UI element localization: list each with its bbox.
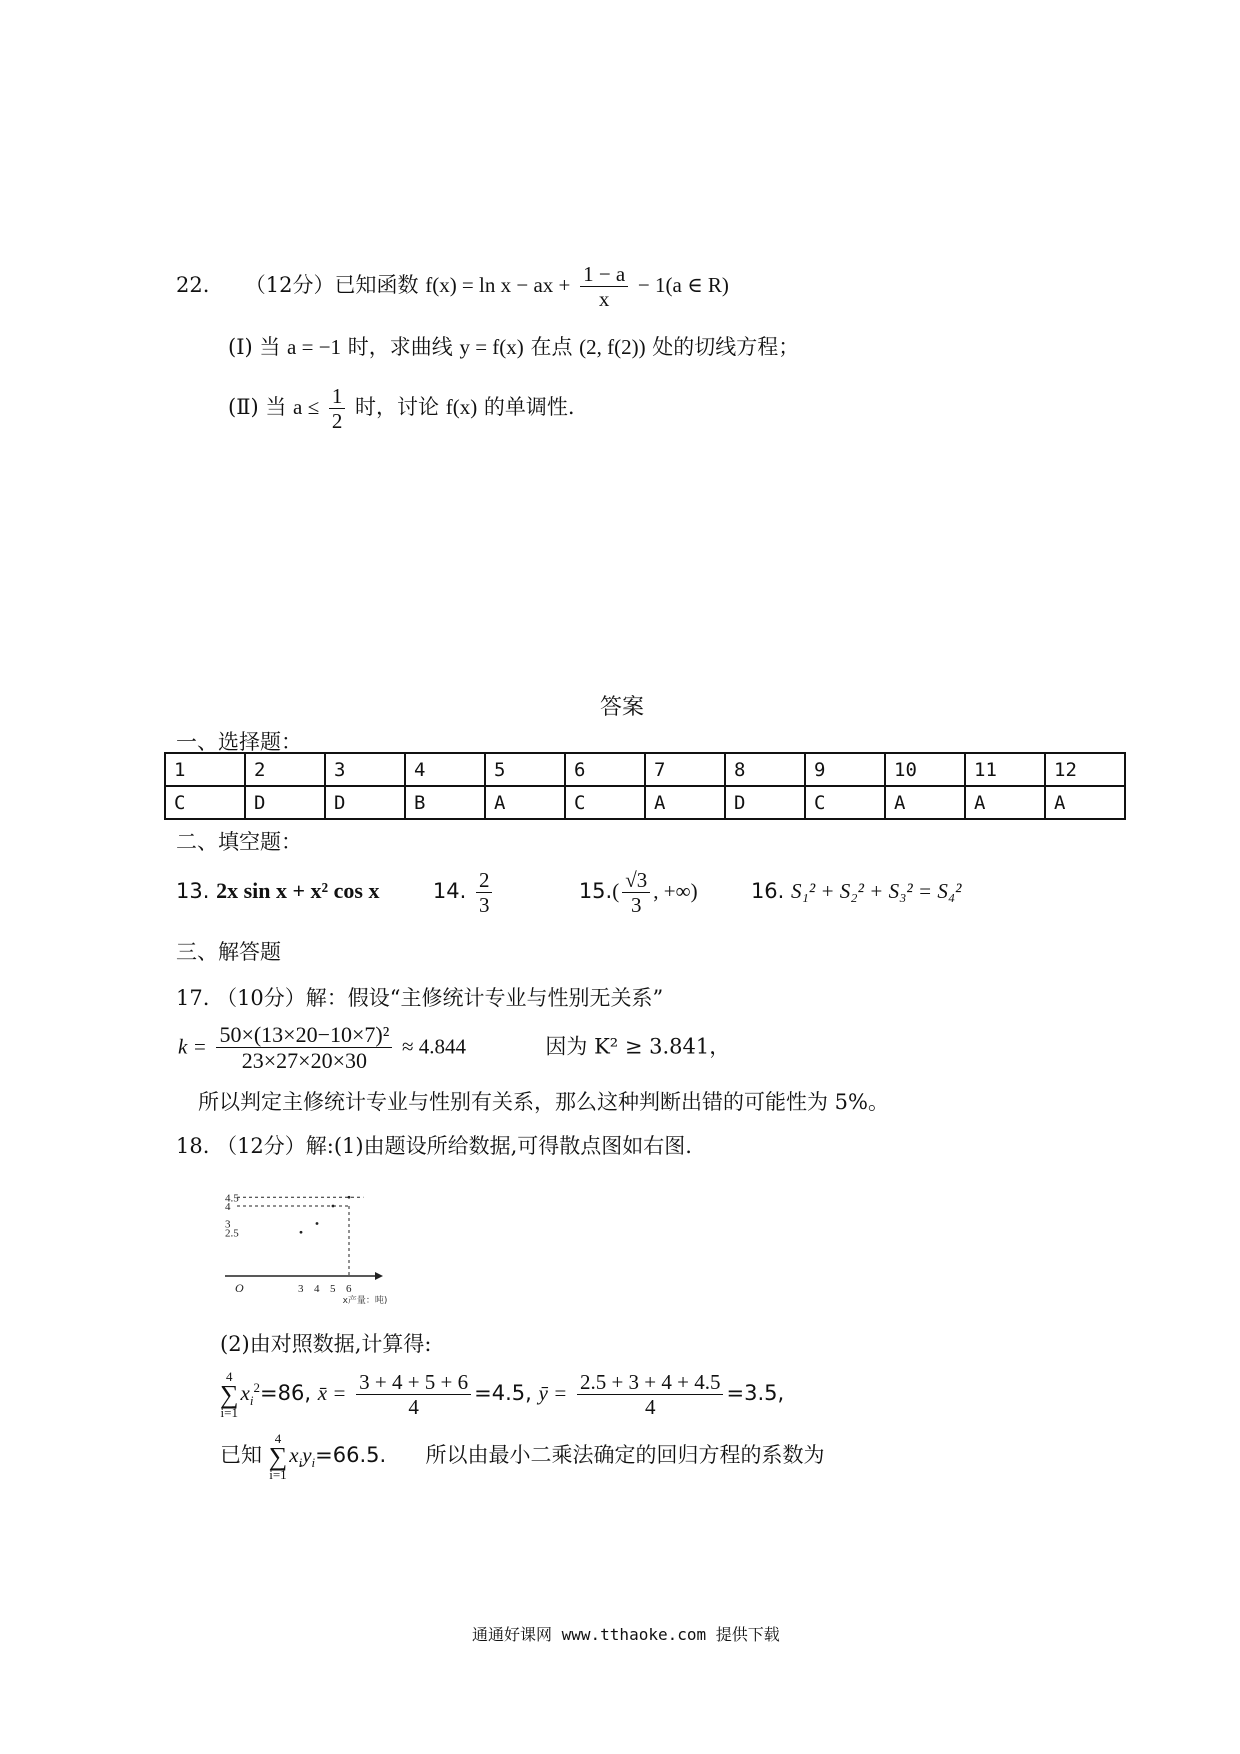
q22-part2-prefix: (Ⅱ) 当 [228,395,287,420]
q17-formula [178,1022,730,1074]
q18-sum-xy: =66.5. [315,1443,387,1468]
answer-title: 答案 [600,695,645,720]
q22-part2-fraction [329,384,346,433]
table-cell: A [1045,786,1125,819]
q18-head: 18. （12分）解:(1)由题设所给数据,可得散点图如右图. [176,1134,692,1158]
sum-symbol [220,1370,239,1419]
x-tick-label: 6 [346,1283,352,1295]
table-cell: 4 [405,753,485,786]
table-cell: 10 [885,753,965,786]
scatter-layer [225,1192,387,1304]
scatter-plot [225,1178,435,1304]
q18-xbar-num: 3 + 4 + 5 + 6 [356,1370,471,1395]
scatter-point [332,1205,335,1208]
a15-tail: , +∞) [653,879,698,904]
q22-part2-den: 2 [331,409,343,434]
table-cell: C [165,786,245,819]
q18-calc: 4 ∑ $i=1x_i^2=86$, x̄ = $\frac{3 + 4 + 5 + 6}{4}$ =4.5, ȳ = $\frac{2.5 + 3 + 4 + 4.5}{4}$ =3.5, [220,1369,785,1421]
table-cell: C [565,786,645,819]
table-cell: 7 [645,753,725,786]
sigma-icon: ∑ [220,1380,239,1409]
answer-table-row [165,786,1125,819]
q22-part1-text2: 在点 [530,335,573,359]
q18-ybar-den: 4 [644,1395,656,1420]
a15-num: √3 [622,868,650,893]
q22-line [176,262,729,311]
q22-points: （12分）已知函数 [244,273,419,298]
a16-expr: S₁² + S₂² + S₃² = S₄² [791,879,962,904]
table-cell: 1 [165,753,245,786]
table-cell: 8 [725,753,805,786]
q22-func-lhs: f(x) = ln x − ax + [425,273,571,298]
sum-lower: i=1 [220,1405,238,1421]
q17-fraction [216,1022,392,1074]
footer: 通通好课网 www.tthaoke.com 提供下载 [472,1625,780,1644]
q18-xbar: x̄ = [317,1381,347,1406]
q18-conclusion: 所以由最小二乘法确定的回归方程的系数为 [425,1443,825,1468]
sigma-icon: ∑ [268,1442,288,1471]
sum-lower: i=1 [269,1467,287,1483]
q17-approx: ≈ 4.844 [402,1034,467,1059]
x-axis-label: x产量：吨) [342,1296,388,1304]
q17-k: k = [178,1034,207,1059]
table-cell: 3 [325,753,405,786]
x-tick-label: 3 [298,1283,304,1295]
q22-part2-func: f(x) [445,395,478,420]
section2-label: 二、填空题： [176,830,302,854]
origin-label: O [235,1281,244,1295]
y-tick-label: 3 [225,1218,231,1231]
q18-ybar: ȳ = [538,1381,568,1406]
q17-num: 50×(13×20−10×7)² [216,1022,392,1048]
a15-fraction [622,868,650,917]
a14-number: 14. [432,879,467,904]
q22-part2 [228,384,575,433]
a16-number: 16. [750,879,785,904]
table-cell: 12 [1045,753,1125,786]
q22-part1-prefix: (Ⅰ) 当 [228,335,281,359]
q22-part2-text2: 的单调性. [483,395,575,420]
y-tick-label: 4 [225,1201,231,1213]
scatter-point [300,1231,303,1234]
q22-part1-cond: a = −1 [287,335,342,359]
section1-label: 一、选择题： [176,730,302,754]
table-cell: D [245,786,325,819]
q22-number: 22. [176,273,210,298]
q18-known: 已知 [220,1443,262,1468]
q22-frac-num: 1 − a [580,262,628,287]
q18-part2: (2)由对照数据,计算得: [220,1332,432,1356]
q18-xbar-val: =4.5, [474,1381,532,1406]
table-cell: A [885,786,965,819]
q18-known-line: 已知 4 ∑ $i=1x_iy_i=66.5$. 所以由最小二乘法确定的回归方程的系数为 [220,1431,825,1483]
q18-ybar-val: =3.5, [726,1381,785,1406]
a14-den: 3 [478,893,490,918]
table-cell: C [805,786,885,819]
table-cell: 6 [565,753,645,786]
x-tick-label: 4 [314,1283,320,1295]
q22-part1-text3: 处的切线方程； [652,335,800,359]
q22-part2-cond: a ≤ [293,395,320,420]
q18-xbar-fraction [356,1370,471,1419]
answer-table [164,752,1126,820]
table-cell: A [485,786,565,819]
table-cell: 9 [805,753,885,786]
section3-label: 三、解答题 [176,940,281,964]
q22-func-tail: − 1(a ∈ R) [637,273,729,298]
a14-num: 2 [476,868,493,893]
q18-xbar-den: 4 [408,1395,419,1420]
q22-part1 [228,331,799,361]
table-cell: 2 [245,753,325,786]
scatter-point [348,1196,351,1199]
q22-frac-den: x [598,287,610,312]
y-tick-label: 4.5 [225,1192,239,1205]
y-tick-label: 2.5 [225,1227,239,1240]
q17-because: 因为 K² ≥ 3.841， [545,1034,731,1059]
a15-open: ( [612,879,620,904]
table-cell: 11 [965,753,1045,786]
q22-part2-num: 1 [329,384,346,409]
a14-fraction [476,868,493,917]
table-cell: A [645,786,725,819]
q18-ybar-num: 2.5 + 3 + 4 + 4.5 [577,1370,724,1395]
q22-fraction [580,262,628,311]
q17-den: 23×27×20×30 [241,1048,367,1074]
q22-part2-text1: 时，讨论 [355,395,440,420]
q18-sum-sq: =86, [260,1381,311,1406]
table-cell: D [725,786,805,819]
q17-conclusion: 所以判定主修统计专业与性别有关系，那么这种判断出错的可能性为 5%。 [198,1090,889,1114]
x-axis-arrow-icon [375,1272,383,1280]
q18-ybar-fraction [577,1370,724,1419]
sum-upper: 4 [274,1431,282,1446]
answer-table-header-row [165,753,1125,786]
table-cell: B [405,786,485,819]
a15-number: 15. [578,879,613,904]
q22-part1-text1: 时，求曲线 [347,335,453,359]
scatter-point [316,1222,319,1225]
q22-part1-point: (2, f(2)) [579,335,646,359]
sum-upper: 4 [226,1369,233,1384]
sum-symbol [269,1432,288,1481]
a13-number: 13. [176,879,210,904]
fill-answers [176,868,961,917]
x-tick-label: 5 [330,1283,336,1295]
table-cell: D [325,786,405,819]
q22-part1-curve: y = f(x) [459,335,524,359]
q17-head: 17. （10分）解：假设“主修统计专业与性别无关系” [176,986,664,1010]
table-cell: 5 [485,753,565,786]
a13-expr: 2x sin x + x² cos x [216,878,380,904]
a15-den: 3 [630,893,642,918]
table-cell: A [965,786,1045,819]
